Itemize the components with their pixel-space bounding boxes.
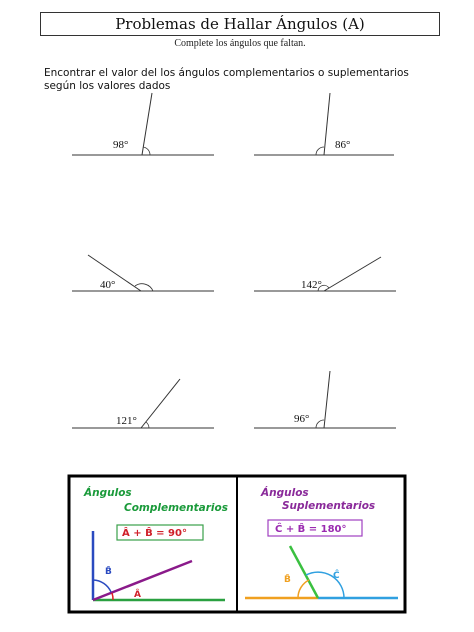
complementary-label-a: Â xyxy=(134,590,141,600)
angle-problem-2 xyxy=(254,93,394,155)
angle-problem-5 xyxy=(72,379,214,428)
angle-label-5: 121° xyxy=(116,415,137,427)
angle-label-6: 96° xyxy=(294,413,310,425)
reference-panel xyxy=(69,476,405,612)
complementary-title-line-1: Ángulos xyxy=(84,487,132,499)
supplementary-title-line-1: Ángulos xyxy=(261,487,309,499)
complementary-title-line-2: Complementarios xyxy=(124,502,228,514)
supplementary-label-c: Ĉ xyxy=(333,571,340,581)
angle-label-4: 142° xyxy=(301,279,322,291)
worksheet-title: Problemas de Hallar Ángulos (A) xyxy=(40,12,440,36)
supplementary-equation: Ĉ + B̂ = 180° xyxy=(275,524,347,535)
instructions-line-1: Encontrar el valor del los ángulos complementarios o suplementarios xyxy=(44,67,409,79)
angle-label-2: 86° xyxy=(335,139,351,151)
complementary-equation: Â + B̂ = 90° xyxy=(122,528,187,539)
supplementary-title-line-2: Suplementarios xyxy=(282,500,376,512)
angle-label-1: 98° xyxy=(113,139,129,151)
angle-problem-6 xyxy=(254,371,396,428)
complementary-label-b: B̂ xyxy=(105,567,112,577)
supplementary-label-b: B̂ xyxy=(284,575,291,585)
angle-problem-1 xyxy=(72,93,214,155)
angle-problem-3 xyxy=(72,255,214,291)
angle-problem-4 xyxy=(254,257,396,291)
angle-label-3: 40° xyxy=(100,279,116,291)
worksheet-subtitle: Complete los ángulos que faltan. xyxy=(174,38,306,49)
instructions-line-2: según los valores dados xyxy=(44,80,171,92)
